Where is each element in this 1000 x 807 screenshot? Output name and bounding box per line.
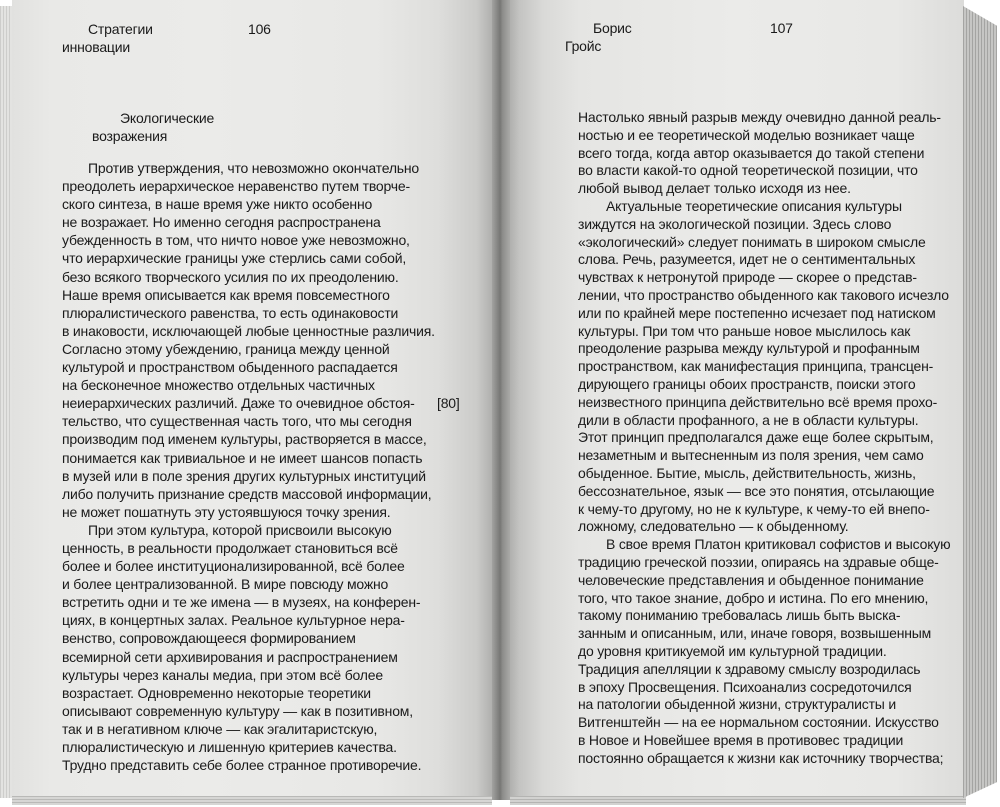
text-line: «экологический» следует понимать в широком смысле — [578, 233, 926, 250]
section-title — [92, 109, 214, 145]
text-line: Трудно представить себе более странное противоречие. — [62, 757, 422, 774]
text-line: на патологии обыденной жизни, структуралисты и — [578, 696, 896, 713]
text-line: до уровня критикуемой им культурной традиции. — [578, 642, 887, 659]
text-line: тельство, что существенная часть того, что мы сегодня — [62, 413, 412, 430]
text-line: того, что такое знание, добро и истина. По его мнению, — [578, 589, 929, 606]
text-line: в эпоху Просвещения. Психоанализ сосредоточился — [578, 678, 912, 695]
text-line: не возражает. Но именно сегодня распространена — [62, 214, 381, 231]
text-line: культуры. При том что раньше новое мыслилось как — [578, 322, 911, 339]
text-line: постоянно обращается к жизни как источнику творчества; — [578, 749, 944, 766]
text-line: зиждутся на экологической позиции. Здесь слово — [578, 215, 892, 232]
text-line: встретить одни и те же имена — в музеях, на конферен- — [62, 594, 421, 611]
text-line: безо всякого творческого усилия по их преодолению. — [62, 268, 399, 285]
text-line: плюралистического равенства, то есть одинаковости — [62, 304, 399, 321]
text-line: бессознательное, язык — все это понятия, отсылающие — [578, 482, 935, 499]
text-line: При этом культура, которой присвоили высокую — [88, 521, 392, 538]
running-head-line: Стратегии — [88, 21, 153, 37]
section-title-line: Экологические — [120, 110, 215, 126]
text-line: лении, что пространство обыденного как такового исчезло — [578, 286, 949, 303]
text-line: незаметным и вытесненным из поля зрения, чем само — [578, 447, 924, 464]
running-head — [62, 20, 153, 56]
text-line: во власти какой-то одной теоретической позиции, что — [578, 162, 918, 179]
text-line: дирующего границы обоих пространств, поиски этого — [578, 375, 916, 392]
text-line: плюралистическую и лишенную критериев качества. — [62, 739, 397, 755]
running-head-line: инновации — [62, 39, 130, 55]
text-line: так и в негативном ключе — как эгалитаристскую, — [62, 720, 378, 737]
text-line: неизвестного принципа действительно всё время прохо- — [578, 393, 938, 410]
text-line: культурой и пространством обыденного распадается — [62, 359, 398, 376]
text-line: либо получить признание средств массовой информации, — [62, 485, 432, 502]
text-line: к чему-то другому, но не к культуре, к чему-то ей внепо- — [578, 500, 930, 517]
text-line: возрастает. Одновременно некоторые теоретики — [62, 684, 371, 701]
text-line: не может пошатнуть эту устоявшуюся точку зрения. — [62, 503, 391, 520]
text-line: на бесконечное множество отдельных частичных — [62, 377, 375, 394]
text-line: Против утверждения, что невозможно окончательно — [88, 160, 419, 176]
text-line: слова. Речь, разумеется, идет не о сентиментальных — [578, 251, 916, 268]
text-line: ского синтеза, в наше время уже никто особенно — [62, 196, 373, 213]
text-line: описывают современную культуру — как в позитивном, — [62, 702, 413, 719]
text-line: человеческие представления и обыденное понимание — [578, 571, 924, 588]
text-line: более и более институционализированной, всё более — [62, 558, 405, 575]
text-line: преодоление разрыва между культурой и профанным — [578, 340, 920, 357]
text-line: производим под именем культуры, растворяется в массе, — [62, 431, 427, 448]
text-line: Актуальные теоретические описания культуры — [606, 197, 902, 214]
text-line: любой вывод делает только исходя из нее. — [578, 180, 851, 197]
right-page-body — [578, 109, 950, 767]
running-head-line: Борис — [593, 20, 632, 36]
text-line: пространством, как манифестация принципа, трансцен- — [578, 358, 934, 375]
text-line: циях, в концертных залах. Реальное культурное нера- — [62, 612, 405, 629]
page-edges-bottom-right — [510, 796, 966, 805]
text-line: в Новое и Новейшее время в противовес традиции — [578, 731, 904, 748]
text-line: Согласно этому убеждению, граница между ценной — [62, 340, 390, 357]
text-line: культуры через каналы медиа, при этом всё более — [62, 666, 383, 683]
page-edges-right — [963, 6, 997, 798]
section-title-line: возражения — [92, 128, 168, 144]
text-line: в музей или в поле зрения других культурных институций — [62, 467, 426, 484]
text-line: обыденное. Бытие, мысль, действительность, жизнь, — [578, 464, 916, 481]
text-line: дили в области профанного, а не в области культуры. — [578, 411, 919, 428]
text-line: Этот принцип предполагался даже еще более скрытым, — [578, 429, 934, 446]
page-number: 106 — [248, 21, 271, 37]
text-line: в инаковости, исключающей любые ценностные различия. — [62, 322, 435, 339]
text-line: занным и описанным, или, иначе говоря, возвышенным — [578, 625, 932, 642]
text-line: венство, сопровождающееся формированием — [62, 630, 356, 647]
text-line: всемирной сети архивирования и распространением — [62, 648, 398, 665]
text-line: традицию греческой поэзии, опираясь на здравые обще- — [578, 553, 939, 570]
text-line: Витгенштейн — на ее нормальном состоянии. Искусство — [578, 714, 939, 731]
text-line: Традиция апелляции к здравому смыслу возродилась — [578, 660, 921, 677]
text-line: Настолько явный разрыв между очевидно данной реаль- — [578, 109, 941, 125]
text-line: ценность, в реальности продолжает становиться всё — [62, 539, 398, 556]
running-head — [565, 19, 632, 55]
page-edges-bottom-left — [12, 796, 492, 805]
text-line: понимается как тривиальное и не имеет шансов попасть — [62, 449, 423, 466]
margin-note: [80] — [437, 395, 460, 411]
text-line: всего тогда, когда автор оказывается до такой степени — [578, 144, 925, 161]
text-line: или по крайней мере постепенно исчезает под натиском — [578, 304, 936, 321]
text-line: ностью и ее теоретической моделью возникает чаще — [578, 126, 915, 143]
running-head-line: Гройс — [565, 38, 602, 54]
text-line: неиерархических различий. Даже то очевидное обстоя- — [62, 395, 415, 412]
text-line: чувствах к нетронутой природе — скорее о представ- — [578, 269, 917, 286]
text-line: что иерархические границы уже стерлись сами собой, — [62, 250, 407, 267]
text-line: В свое время Платон критиковал софистов и высокую — [606, 536, 951, 553]
text-line: и более централизованной. В мире повсюду можно — [62, 576, 389, 593]
text-line: убежденность в том, что ничто новое уже невозможно, — [62, 232, 410, 249]
text-line: преодолеть иерархическое неравенство путем творче- — [62, 178, 410, 195]
text-line: ложному, следовательно — к обыденному. — [578, 518, 849, 535]
page-number: 107 — [770, 20, 793, 36]
book-spine-shadow — [492, 0, 510, 800]
text-line: Наше время описывается как время повсеместного — [62, 286, 390, 303]
left-page-body — [62, 159, 435, 774]
text-line: такому пониманию требовалась лишь быть выска- — [578, 607, 901, 624]
